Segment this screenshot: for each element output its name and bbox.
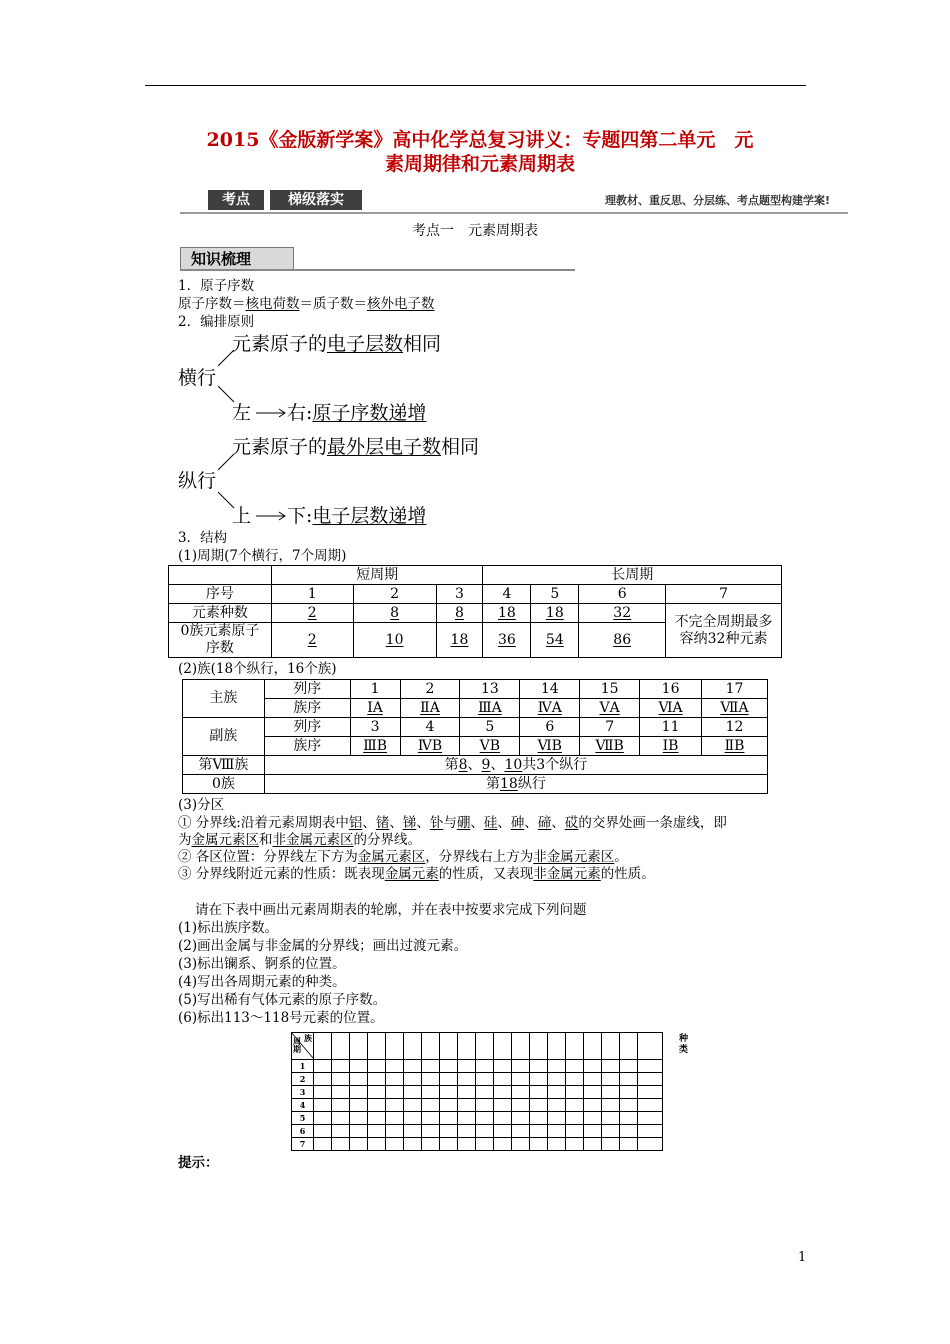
exercise-item: (5)写出稀有气体元素的原子序数。 xyxy=(178,992,387,1008)
sub-group-label: 副族 xyxy=(183,718,265,756)
row-label: 横行 xyxy=(178,367,217,389)
group-table xyxy=(182,679,768,794)
knowledge-box xyxy=(180,247,575,273)
region-boundary: ① 分界线:沿着元素周期表中铝、锗、锑、钋与硼、硅、砷、碲、砹的交界处画一条虚线，即 xyxy=(178,815,727,831)
grid-corner-cell xyxy=(292,1033,314,1060)
col-rule-b: 上 下:电子层数递增 xyxy=(232,505,427,527)
row-rule-b: 左 右:原子序数递增 xyxy=(232,402,427,424)
sub-col: 4 xyxy=(400,718,460,737)
main-group: ⅠA xyxy=(350,699,400,718)
region-boundary-cont: 为金属元素区和非金属元素区的分界线。 xyxy=(178,832,421,848)
exercise-item: (2)画出金属与非金属的分界线；画出过渡元素。 xyxy=(178,938,468,954)
grid-period-label: 6 xyxy=(292,1125,314,1138)
sub-group: ⅡB xyxy=(702,737,768,756)
region-positions: ② 各区位置：分界线左下方为金属元素区，分界线右上方为非金属元素区。 xyxy=(178,849,628,865)
banner-rule xyxy=(180,212,848,214)
period-number: 6 xyxy=(579,585,666,604)
col-rule-a: 元素原子的最外层电子数相同 xyxy=(232,436,480,458)
sub-group: ⅠB xyxy=(640,737,702,756)
exercise-item: (1)标出族序数。 xyxy=(178,920,279,936)
main-group: ⅡA xyxy=(400,699,460,718)
region-properties: ③ 分界线附近元素的性质：既表现金属元素的性质，又表现非金属元素的性质。 xyxy=(178,866,655,882)
main-group-label: 主族 xyxy=(183,680,265,718)
sub-group: ⅣB xyxy=(400,737,460,756)
grid-type-header: 种类 xyxy=(679,1034,689,1055)
sub-col: 11 xyxy=(640,718,702,737)
noble-gas-number: 10 xyxy=(353,623,436,658)
section-title: 考点一 元素周期表 xyxy=(412,223,538,239)
short-period-header: 短周期 xyxy=(271,566,483,585)
row-header-count: 元素种数 xyxy=(169,604,272,623)
grid-period-label: 4 xyxy=(292,1099,314,1112)
period-number: 2 xyxy=(353,585,436,604)
knowledge-box-rule xyxy=(180,269,575,271)
main-col: 16 xyxy=(640,680,702,699)
sub-group: ⅢB xyxy=(350,737,400,756)
group-zero-desc: 第18纵行 xyxy=(264,775,767,794)
grid-period-label: 3 xyxy=(292,1086,314,1099)
element-count: 8 xyxy=(353,604,436,623)
exercise-item: (6)标出113～118号元素的位置。 xyxy=(178,1010,384,1026)
row-header-number: 序号 xyxy=(169,585,272,604)
period-table-corner xyxy=(169,566,272,585)
banner-slogan: 理教材、重反思、分层练、考点题型构建学案! xyxy=(604,194,830,207)
noble-gas-number: 36 xyxy=(483,623,531,658)
exercise-intro: 请在下表中画出元素周期表的轮廓，并在表中按要求完成下列问题 xyxy=(195,902,587,918)
main-group: ⅣA xyxy=(520,699,580,718)
blank-periodic-table xyxy=(291,1032,663,1151)
group-label: 族序 xyxy=(264,737,350,756)
grid-corner-period: 周期 xyxy=(293,1036,301,1054)
s3-heading: 3．结构 xyxy=(178,530,228,546)
sub-col: 6 xyxy=(520,718,580,737)
group-viii-desc: 第8、9、10共3个纵行 xyxy=(264,756,767,775)
grid-period-label: 7 xyxy=(292,1138,314,1151)
grid-period-label: 5 xyxy=(292,1112,314,1125)
sub-col: 7 xyxy=(580,718,640,737)
sub-col: 5 xyxy=(460,718,520,737)
main-col: 1 xyxy=(350,680,400,699)
grid-type-cell xyxy=(638,1033,663,1060)
sub-col: 12 xyxy=(702,718,768,737)
sub-group: ⅥB xyxy=(520,737,580,756)
long-period-header: 长周期 xyxy=(483,566,782,585)
group-viii-label: 第Ⅷ族 xyxy=(183,756,265,775)
element-count: 18 xyxy=(531,604,579,623)
noble-gas-number: 86 xyxy=(579,623,666,658)
s2-heading: 2．编排原则 xyxy=(178,314,255,330)
main-col: 15 xyxy=(580,680,640,699)
s1-equation: 原子序数＝核电荷数＝质子数＝核外电子数 xyxy=(178,296,435,312)
period-caption: (1)周期(7个横行，7个周期) xyxy=(178,548,347,564)
banner-tag-kaodian: 考点 xyxy=(208,190,264,210)
main-group: ⅦA xyxy=(702,699,768,718)
element-count: 2 xyxy=(271,604,353,623)
page-number: 1 xyxy=(798,1250,807,1265)
noble-gas-number: 54 xyxy=(531,623,579,658)
noble-gas-number: 18 xyxy=(436,623,483,658)
period-number: 7 xyxy=(666,585,782,604)
main-col: 2 xyxy=(400,680,460,699)
period-number: 1 xyxy=(271,585,353,604)
main-group: ⅢA xyxy=(460,699,520,718)
section-banner xyxy=(180,188,848,214)
knowledge-box-label: 知识梳理 xyxy=(180,247,294,271)
period-number: 5 xyxy=(531,585,579,604)
grid-period-label: 2 xyxy=(292,1073,314,1086)
sub-group: ⅦB xyxy=(580,737,640,756)
main-group: ⅤA xyxy=(580,699,640,718)
element-count: 8 xyxy=(436,604,483,623)
period-number: 3 xyxy=(436,585,483,604)
main-col: 14 xyxy=(520,680,580,699)
main-col: 13 xyxy=(460,680,520,699)
main-col: 17 xyxy=(702,680,768,699)
group-caption: (2)族(18个纵行，16个族) xyxy=(178,661,337,677)
row-rule-a: 元素原子的电子层数相同 xyxy=(232,333,442,355)
grid-corner-group: 族 xyxy=(304,1033,312,1043)
group-zero-label: 0族 xyxy=(183,775,265,794)
element-count: 18 xyxy=(483,604,531,623)
exercise-item: (4)写出各周期元素的种类。 xyxy=(178,974,346,990)
main-group: ⅥA xyxy=(640,699,702,718)
sub-group: ⅤB xyxy=(460,737,520,756)
col-label: 纵行 xyxy=(178,470,217,492)
column-label: 列序 xyxy=(264,680,350,699)
s1-heading: 1．原子序数 xyxy=(178,278,255,294)
group-label: 族序 xyxy=(264,699,350,718)
period-table xyxy=(168,565,782,658)
element-count: 32 xyxy=(579,604,666,623)
header-rule xyxy=(145,85,806,86)
document-title: 2015《金版新学案》高中化学总复习讲义：专题四第二单元 元 素周期律和元素周期表 xyxy=(206,129,754,175)
row-header-noble: 0族元素原子序数 xyxy=(169,623,272,658)
banner-tag-tiji: 梯级落实 xyxy=(270,190,362,210)
arrangement-diagram-lines xyxy=(178,330,508,530)
column-label: 列序 xyxy=(264,718,350,737)
grid-period-label: 1 xyxy=(292,1060,314,1073)
hint-label: 提示： xyxy=(178,1155,219,1171)
sub-col: 3 xyxy=(350,718,400,737)
noble-gas-number: 2 xyxy=(271,623,353,658)
period-number: 4 xyxy=(483,585,531,604)
exercise-item: (3)标出镧系、锕系的位置。 xyxy=(178,956,346,972)
region-caption: (3)分区 xyxy=(178,797,225,813)
period7-note: 不完全周期最多容纳32种元素 xyxy=(666,604,782,658)
